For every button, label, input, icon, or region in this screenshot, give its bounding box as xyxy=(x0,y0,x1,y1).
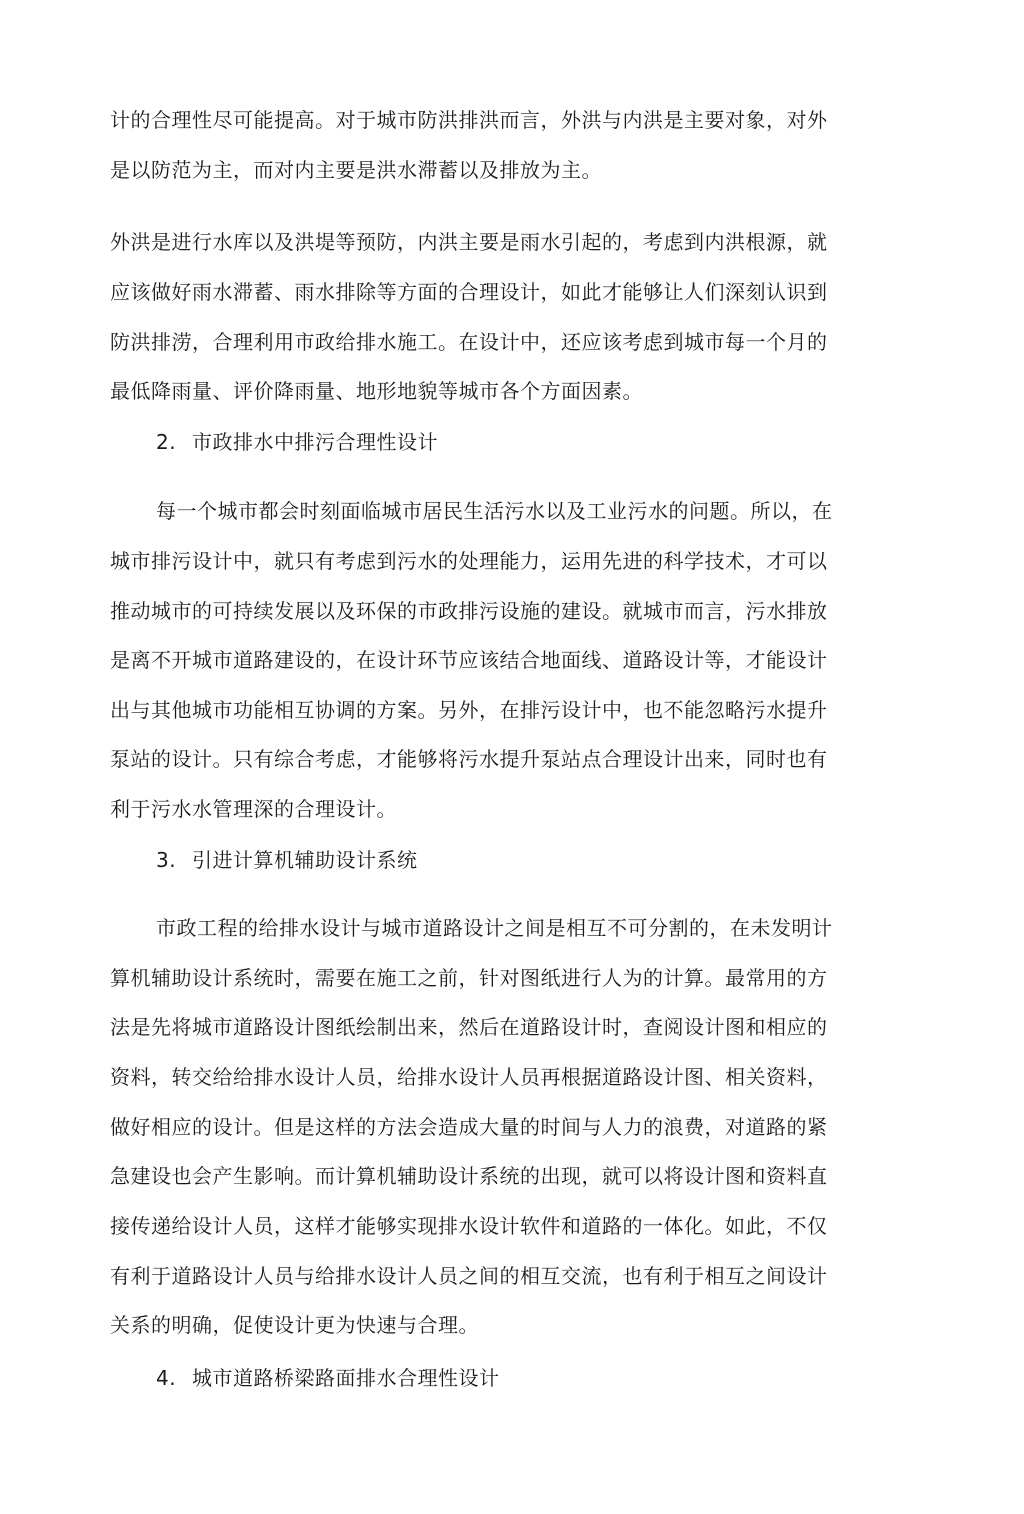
paragraph-line: 应该做好雨水滞蓄、雨水排除等方面的合理设计，如此才能够让人们深刻认识到 xyxy=(110,280,828,304)
paragraph-line: 每一个城市都会时刻面临城市居民生活污水以及工业污水的问题。所以，在 xyxy=(156,499,833,523)
section-heading xyxy=(156,846,418,874)
paragraph-line: 是以防范为主，而对内主要是洪水滞蓄以及排放为主。 xyxy=(110,158,602,182)
paragraph-line: 关系的明确，促使设计更为快速与合理。 xyxy=(110,1313,479,1337)
paragraph-line: 算机辅助设计系统时，需要在施工之前，针对图纸进行人为的计算。最常用的方 xyxy=(110,966,828,990)
paragraph-line: 接传递给设计人员，这样才能够实现排水设计软件和道路的一体化。如此，不仅 xyxy=(110,1214,828,1238)
section-title: 市政排水中排污合理性设计 xyxy=(192,430,438,454)
paragraph-line: 出与其他城市功能相互协调的方案。另外，在排污设计中，也不能忽略污水提升 xyxy=(110,698,828,722)
paragraph-line: 最低降雨量、评价降雨量、地形地貌等城市各个方面因素。 xyxy=(110,379,643,403)
paragraph-line: 做好相应的设计。但是这样的方法会造成大量的时间与人力的浪费，对道路的紧 xyxy=(110,1115,828,1139)
paragraph-line: 推动城市的可持续发展以及环保的市政排污设施的建设。就城市而言，污水排放 xyxy=(110,599,828,623)
paragraph-line: 法是先将城市道路设计图纸绘制出来，然后在道路设计时，查阅设计图和相应的 xyxy=(110,1015,828,1039)
paragraph-line: 外洪是进行水库以及洪堤等预防，内洪主要是雨水引起的，考虑到内洪根源，就 xyxy=(110,230,828,254)
section-title: 城市道路桥梁路面排水合理性设计 xyxy=(192,1366,500,1390)
paragraph-line: 急建设也会产生影响。而计算机辅助设计系统的出现，就可以将设计图和资料直 xyxy=(110,1164,828,1188)
paragraph-line: 市政工程的给排水设计与城市道路设计之间是相互不可分割的，在未发明计 xyxy=(156,916,833,940)
section-number: 2. xyxy=(156,430,177,454)
paragraph-line: 资料，转交给给排水设计人员，给排水设计人员再根据道路设计图、相关资料， xyxy=(110,1065,828,1089)
section-heading xyxy=(156,1364,500,1392)
section-number: 3. xyxy=(156,848,177,872)
section-title: 引进计算机辅助设计系统 xyxy=(192,848,418,872)
paragraph-line: 防洪排涝，合理利用市政给排水施工。在设计中，还应该考虑到城市每一个月的 xyxy=(110,330,828,354)
paragraph-line: 有利于道路设计人员与给排水设计人员之间的相互交流，也有利于相互之间设计 xyxy=(110,1264,828,1288)
paragraph-line: 计的合理性尽可能提高。对于城市防洪排洪而言，外洪与内洪是主要对象，对外 xyxy=(110,108,828,132)
paragraph-line: 城市排污设计中，就只有考虑到污水的处理能力，运用先进的科学技术，才可以 xyxy=(110,549,828,573)
paragraph-line: 是离不开城市道路建设的，在设计环节应该结合地面线、道路设计等，才能设计 xyxy=(110,648,828,672)
section-number: 4. xyxy=(156,1366,177,1390)
paragraph-line: 利于污水水管理深的合理设计。 xyxy=(110,797,397,821)
section-heading xyxy=(156,428,438,456)
paragraph-line: 泵站的设计。只有综合考虑，才能够将污水提升泵站点合理设计出来，同时也有 xyxy=(110,747,828,771)
